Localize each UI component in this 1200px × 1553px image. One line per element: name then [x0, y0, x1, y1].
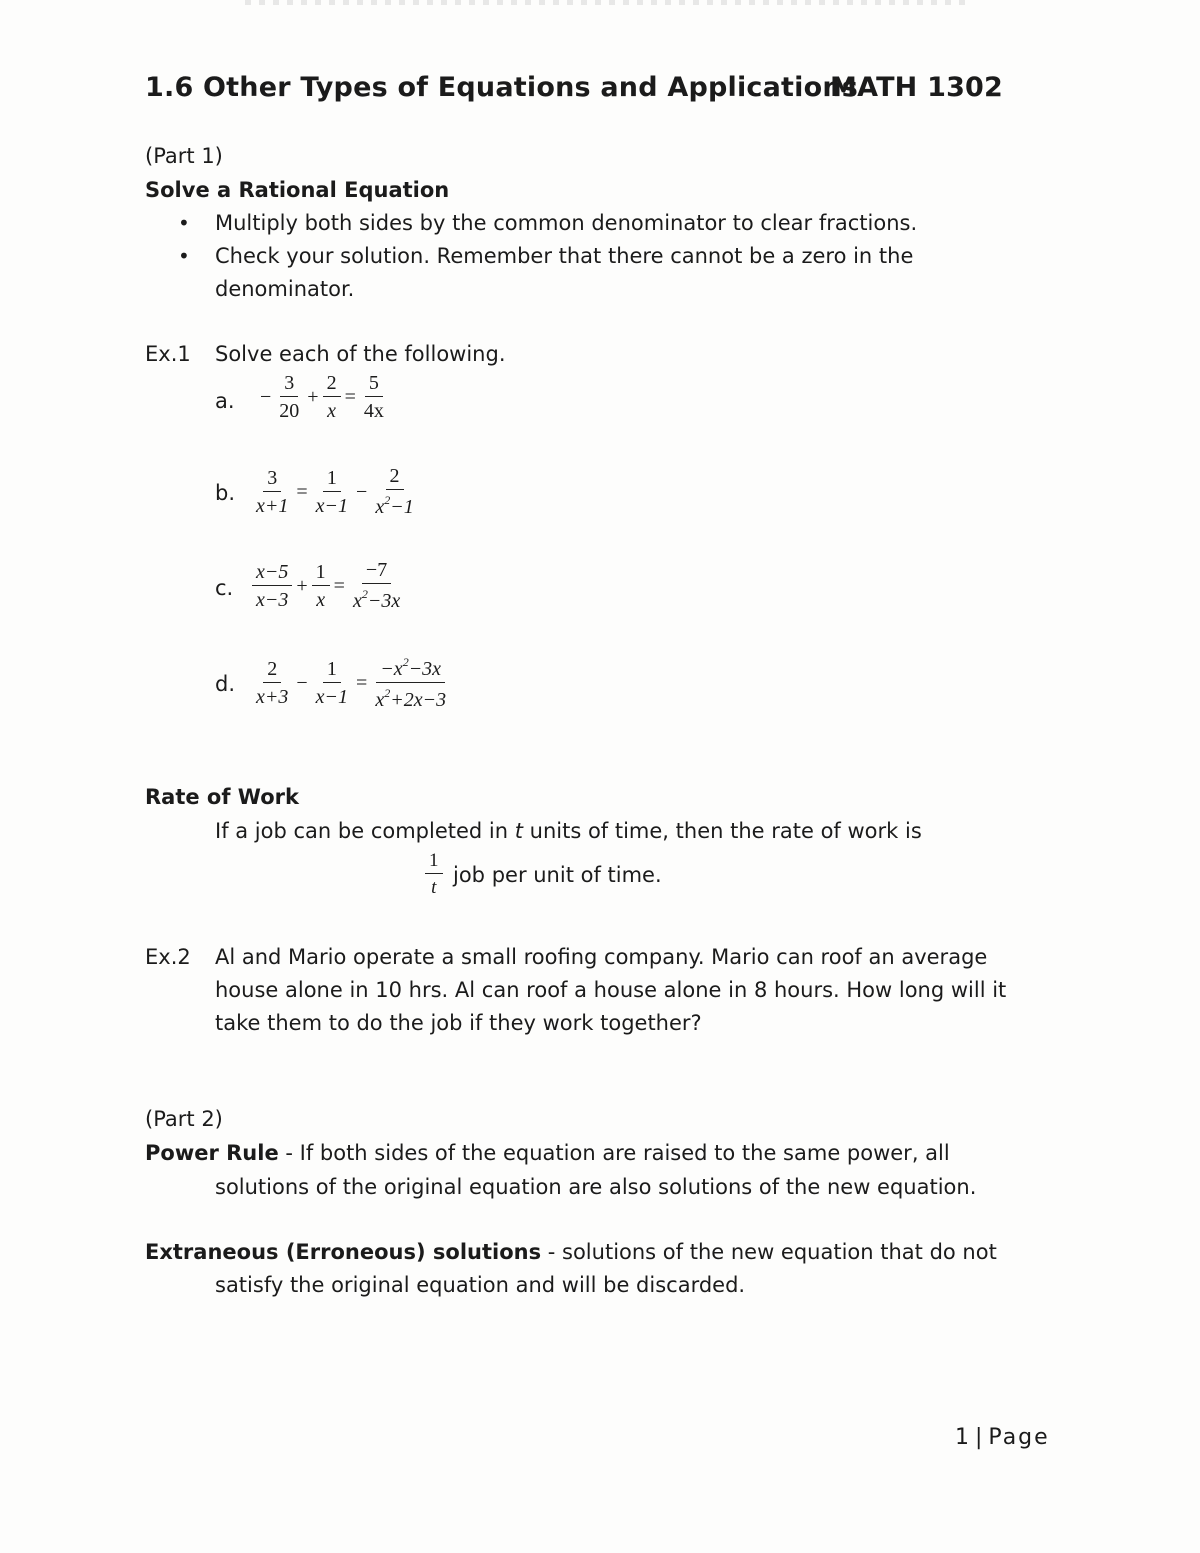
fraction — [252, 468, 292, 516]
rate-fraction — [423, 851, 445, 897]
page-footer — [955, 1425, 1050, 1450]
ex2-label: Ex.2 — [145, 945, 191, 969]
denominator — [371, 490, 417, 517]
part1-label: (Part 1) — [145, 144, 223, 168]
numerator: 1 — [323, 659, 341, 683]
ex1-d-letter: d. — [215, 672, 236, 696]
ex2-line-2: house alone in 10 hrs. Al can roof a house alone in 8 hours. How long will it — [215, 978, 1007, 1002]
denominator: x−1 — [315, 686, 349, 708]
exponent: 2 — [384, 686, 391, 700]
ex2-line-3: take them to do the job if they work together? — [215, 1011, 702, 1035]
den-base: x — [375, 689, 385, 711]
ex1-a-letter: a. — [215, 389, 235, 413]
numerator: 2 — [263, 659, 281, 683]
power-rule-line-2: solutions of the original equation are also solutions of the new equation. — [215, 1175, 977, 1199]
bullet-text-2-cont: denominator. — [215, 277, 355, 301]
page-label: Page — [988, 1425, 1050, 1450]
page-number: 1 — [955, 1425, 971, 1450]
num-head: −x — [380, 658, 403, 680]
den-base: x — [352, 590, 362, 612]
denominator: x+1 — [256, 494, 289, 517]
numerator: 1 — [312, 562, 330, 586]
extraneous-term: Extraneous (Erroneous) solutions — [145, 1240, 542, 1264]
op-minus: − — [296, 672, 308, 694]
fraction — [371, 656, 450, 710]
ex1-b-letter: b. — [215, 481, 236, 505]
denominator: x — [327, 400, 336, 422]
fraction — [252, 659, 292, 707]
page-title: 1.6 Other Types of Equations and Applications — [145, 72, 859, 103]
page-separator: | — [975, 1425, 985, 1450]
power-rule-line-1 — [145, 1141, 950, 1165]
rate-var-t: t — [514, 819, 523, 843]
denominator — [371, 683, 450, 710]
rate-line-1-pre: If a job can be completed in — [215, 819, 515, 843]
scan-artifact — [245, 0, 965, 5]
denominator: 4x — [363, 400, 384, 422]
numerator: 3 — [280, 373, 298, 397]
denominator: 20 — [279, 400, 300, 422]
fraction — [312, 468, 352, 516]
ex1-c-letter: c. — [215, 576, 234, 600]
op-minus: − — [356, 480, 368, 503]
ex1-label: Ex.1 — [145, 342, 191, 366]
bullet-text-2: Check your solution. Remember that there cannot be a zero in the — [215, 244, 914, 268]
denominator: x+3 — [256, 686, 289, 708]
fraction — [275, 373, 303, 421]
numerator: 3 — [263, 468, 281, 492]
numerator: 5 — [365, 373, 383, 397]
rate-line-1-post: units of time, then the rate of work is — [522, 819, 922, 843]
denominator: t — [431, 877, 437, 898]
exponent: 2 — [361, 587, 368, 601]
op-minus: − — [260, 386, 272, 408]
numerator: 2 — [386, 466, 404, 490]
fraction — [371, 466, 417, 517]
fraction — [323, 373, 341, 421]
fraction — [349, 560, 404, 611]
equation-a — [258, 373, 390, 421]
fraction — [312, 562, 330, 610]
numerator: 1 — [425, 851, 443, 874]
fraction — [425, 851, 443, 897]
denominator: x — [316, 588, 326, 611]
bullet-icon: • — [178, 211, 190, 235]
den-base: x — [375, 496, 385, 518]
numerator: 2 — [323, 373, 341, 397]
numerator: 1 — [323, 468, 341, 492]
power-rule-term: Power Rule — [145, 1141, 279, 1165]
exponent: 2 — [402, 655, 409, 669]
bullet-text-1: Multiply both sides by the common denominator to clear fractions. — [215, 211, 918, 235]
equation-c — [250, 560, 406, 611]
numerator: x−5 — [252, 562, 292, 586]
rate-line-1 — [215, 819, 922, 843]
fraction — [252, 562, 292, 610]
numerator: −7 — [362, 560, 391, 584]
extraneous-def: - solutions of the new equation that do not — [541, 1240, 997, 1264]
equation-d — [250, 656, 452, 710]
den-tail: +2x−3 — [390, 689, 447, 711]
part2-label: (Part 2) — [145, 1107, 223, 1131]
num-tail: −3x — [408, 658, 442, 680]
ex2-line-1: Al and Mario operate a small roofing company. Mario can roof an average — [215, 945, 988, 969]
denominator: x−3 — [256, 588, 289, 611]
bullet-icon: • — [178, 244, 190, 268]
extraneous-line-1 — [145, 1240, 997, 1264]
denominator — [349, 584, 404, 611]
op-equals: = — [333, 574, 345, 597]
course-code: MATH 1302 — [830, 72, 1004, 103]
equation-b — [250, 466, 420, 517]
op-plus: + — [307, 386, 319, 408]
op-equals: = — [356, 672, 368, 694]
power-rule-def: - If both sides of the equation are raised to the same power, all — [278, 1141, 950, 1165]
den-tail: −1 — [390, 496, 414, 518]
numerator — [376, 656, 445, 683]
den-tail: −3x — [367, 590, 401, 612]
exponent: 2 — [384, 493, 391, 507]
op-equals: = — [296, 480, 308, 503]
fraction — [360, 373, 388, 421]
op-equals: = — [344, 386, 356, 408]
rate-line-2: job per unit of time. — [453, 863, 662, 887]
fraction — [312, 659, 352, 707]
rate-heading: Rate of Work — [145, 785, 299, 809]
op-plus: + — [296, 574, 308, 597]
ex1-prompt: Solve each of the following. — [215, 342, 506, 366]
extraneous-line-2: satisfy the original equation and will be discarded. — [215, 1273, 746, 1297]
denominator: x−1 — [315, 494, 349, 517]
part1-heading: Solve a Rational Equation — [145, 178, 450, 202]
